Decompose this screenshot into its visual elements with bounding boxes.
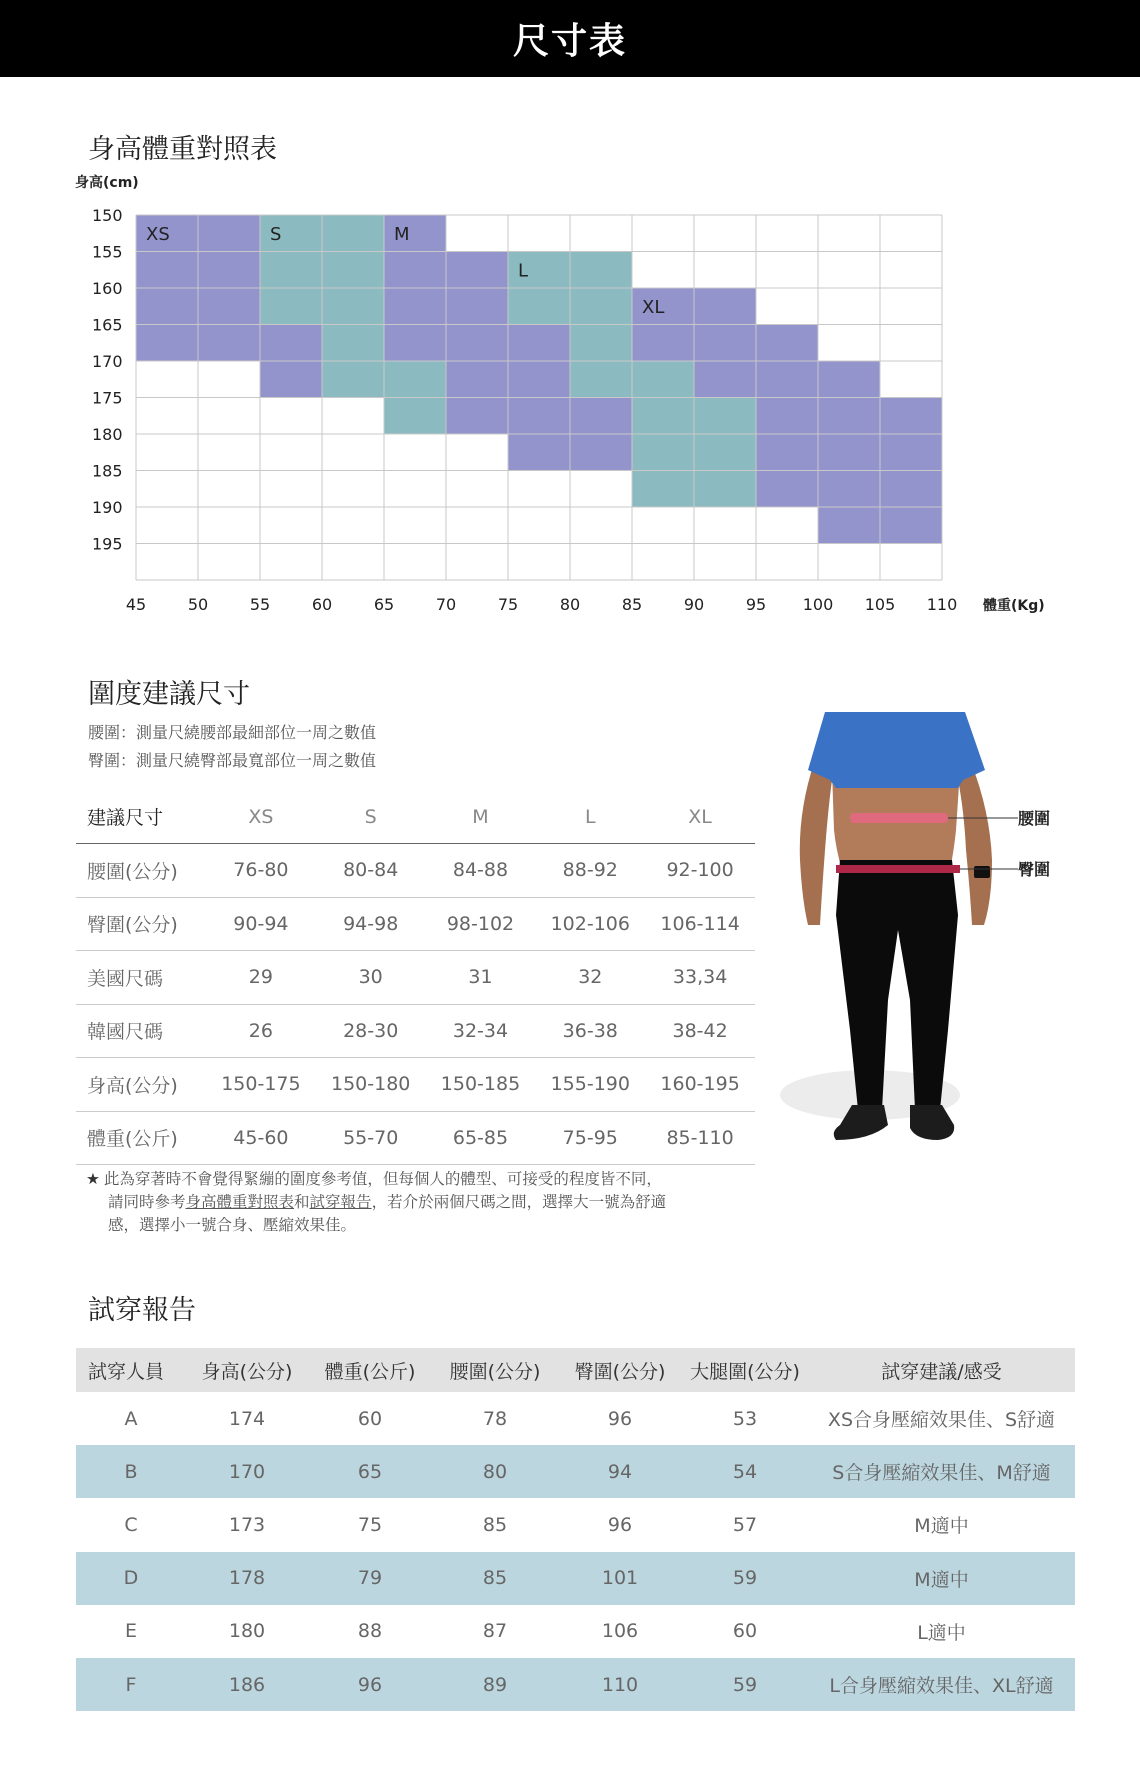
table-cell: 178 xyxy=(186,1552,308,1605)
table-cell: 106-114 xyxy=(645,897,755,951)
table-cell: 65-85 xyxy=(426,1111,536,1165)
size-cell xyxy=(260,325,322,362)
row-label: 體重(公斤) xyxy=(76,1111,206,1165)
size-cell xyxy=(384,288,446,325)
table-cell: 80-84 xyxy=(316,844,426,898)
size-cell xyxy=(198,252,260,289)
size-cell xyxy=(694,325,756,362)
note-line-3: 感，選擇小一號合身、壓縮效果佳。 xyxy=(108,1216,357,1234)
y-axis-label: 身高(cm) xyxy=(75,175,139,191)
table-cell: 80 xyxy=(432,1445,558,1498)
x-ticks xyxy=(126,595,957,614)
size-cell xyxy=(508,325,570,362)
row-label: 臀圍(公分) xyxy=(76,897,206,951)
waist-band xyxy=(850,813,948,823)
table-cell: 102-106 xyxy=(535,897,645,951)
size-cell xyxy=(570,361,632,398)
table-row xyxy=(76,1552,1075,1605)
size-label: M xyxy=(394,224,410,245)
table-cell: 98-102 xyxy=(426,897,536,951)
page-header xyxy=(0,0,1140,77)
size-cell xyxy=(756,325,818,362)
table-row xyxy=(76,1004,755,1058)
table-cell: 160-195 xyxy=(645,1058,755,1112)
table-cell: 55-70 xyxy=(316,1111,426,1165)
size-cell xyxy=(446,325,508,362)
size-cell xyxy=(880,434,942,471)
size-cell xyxy=(694,288,756,325)
x-tick-label: 85 xyxy=(621,595,643,614)
tester-id: C xyxy=(124,1513,138,1536)
table-cell: 29 xyxy=(206,951,316,1005)
header-cell: 身高(公分) xyxy=(186,1348,308,1392)
watch-icon xyxy=(974,866,990,878)
table-cell: 88 xyxy=(357,1620,383,1643)
table-cell: 60 xyxy=(732,1620,758,1643)
size-cell xyxy=(136,288,198,325)
x-tick-label: 65 xyxy=(373,595,395,614)
table-cell: 106 xyxy=(601,1620,639,1643)
size-cell xyxy=(694,434,756,471)
size-chart-title: 身高體重對照表 xyxy=(88,134,277,165)
y-tick-label: 185 xyxy=(92,461,123,481)
fit-comment: XS合身壓縮效果佳、S舒適 xyxy=(827,1409,1056,1432)
header-cell: 大腿圍(公分) xyxy=(682,1348,808,1392)
table-row xyxy=(76,1111,755,1165)
size-cell xyxy=(756,398,818,435)
shirt xyxy=(808,712,985,788)
size-cell xyxy=(136,252,198,289)
size-cell xyxy=(756,434,818,471)
waist-callout-label: 腰圍 xyxy=(1018,809,1051,828)
page-title: 尺寸表 xyxy=(512,21,627,62)
table-cell: 186 xyxy=(186,1658,308,1711)
table-cell: 87 xyxy=(482,1620,508,1643)
table-cell: 75 xyxy=(357,1513,383,1536)
header-cell: 試穿建議/感受 xyxy=(808,1348,1075,1392)
size-cell xyxy=(446,361,508,398)
circumference-title: 圍度建議尺寸 xyxy=(88,679,250,710)
size-recommendation-table xyxy=(76,790,755,1165)
table-row xyxy=(76,1605,1075,1658)
size-cell xyxy=(446,288,508,325)
table-cell: 94-98 xyxy=(316,897,426,951)
size-cell xyxy=(322,215,384,252)
size-label: S xyxy=(270,224,282,245)
header-cell: XS xyxy=(206,790,316,844)
table-row xyxy=(76,1498,1075,1551)
right-shoe xyxy=(910,1105,954,1140)
table-cell: 96 xyxy=(607,1407,633,1430)
size-cell xyxy=(694,398,756,435)
x-tick-label: 50 xyxy=(187,595,209,614)
report-title: 試穿報告 xyxy=(88,1295,196,1326)
table-row xyxy=(76,844,755,898)
row-label: 身高(公分) xyxy=(76,1058,206,1112)
table-cell: 88-92 xyxy=(535,844,645,898)
table-cell: 101 xyxy=(558,1552,682,1605)
size-cell xyxy=(756,471,818,508)
table-cell: 32 xyxy=(535,951,645,1005)
table-cell: 85 xyxy=(432,1552,558,1605)
table-cell: 173 xyxy=(228,1513,266,1536)
table-row xyxy=(76,1445,1075,1498)
size-cell xyxy=(136,325,198,362)
size-cell xyxy=(880,398,942,435)
y-tick-label: 180 xyxy=(92,425,123,444)
x-tick-label: 70 xyxy=(435,595,457,614)
table-cell: 90-94 xyxy=(206,897,316,951)
size-cell xyxy=(322,361,384,398)
header-cell: 建議尺寸 xyxy=(76,790,206,844)
table-cell: 53 xyxy=(732,1407,758,1430)
size-cell xyxy=(260,252,322,289)
y-tick-label: 155 xyxy=(92,242,123,262)
table-cell: 28-30 xyxy=(316,1004,426,1058)
note-line-1: ★ 此為穿著時不會覺得緊繃的圍度參考值，但每個人的體型、可接受的程度皆不同， xyxy=(86,1170,662,1188)
fitting-report-table xyxy=(76,1348,1075,1711)
size-cell xyxy=(384,398,446,435)
size-cell xyxy=(632,398,694,435)
fit-comment: L適中 xyxy=(917,1621,966,1644)
x-tick-label: 110 xyxy=(926,595,958,614)
table-cell: 84-88 xyxy=(426,844,536,898)
table-cell: 60 xyxy=(357,1407,383,1430)
x-tick-label: 80 xyxy=(559,595,581,614)
x-tick-label: 45 xyxy=(125,595,147,614)
table-cell: 174 xyxy=(228,1407,266,1430)
size-cell xyxy=(818,507,880,544)
size-cell xyxy=(570,398,632,435)
size-cell xyxy=(818,434,880,471)
hip-description: 臀圍：測量尺繞臀部最寬部位一周之數值 xyxy=(88,751,377,770)
y-tick-label: 160 xyxy=(92,279,123,298)
table-cell: 59 xyxy=(682,1552,808,1605)
table-cell: 26 xyxy=(206,1004,316,1058)
hip-band xyxy=(836,865,960,873)
fit-comment: S合身壓縮效果佳、M舒適 xyxy=(808,1445,1075,1498)
table-cell: 38-42 xyxy=(645,1004,755,1058)
size-cell xyxy=(570,434,632,471)
x-tick-label: 55 xyxy=(249,595,271,614)
table-cell: 75-95 xyxy=(535,1111,645,1165)
size-cell xyxy=(508,398,570,435)
size-cell xyxy=(384,252,446,289)
header-cell: 體重(公斤) xyxy=(308,1348,432,1392)
size-cell xyxy=(818,471,880,508)
table-cell: 76-80 xyxy=(206,844,316,898)
table-row xyxy=(76,897,755,951)
x-tick-label: 95 xyxy=(745,595,767,614)
size-cell xyxy=(818,398,880,435)
row-label: 腰圍(公分) xyxy=(76,844,206,898)
table-cell: 79 xyxy=(308,1552,432,1605)
tester-id: D xyxy=(76,1552,186,1605)
size-cell xyxy=(260,288,322,325)
hip-callout-label: 臀圍 xyxy=(1018,860,1051,879)
table-cell: 32-34 xyxy=(426,1004,536,1058)
size-cell xyxy=(446,252,508,289)
x-tick-label: 100 xyxy=(802,595,834,614)
fitting-report-link[interactable]: 試穿報告 xyxy=(309,1193,372,1211)
size-cell xyxy=(322,288,384,325)
table-cell: 33,34 xyxy=(645,951,755,1005)
table-cell: 94 xyxy=(558,1445,682,1498)
size-chart-svg xyxy=(0,170,1140,630)
size-cell xyxy=(322,325,384,362)
fit-note xyxy=(86,1168,746,1237)
table-cell: 36-38 xyxy=(535,1004,645,1058)
header-cell: XL xyxy=(645,790,755,844)
table-row xyxy=(76,1658,1075,1711)
size-cell xyxy=(880,471,942,508)
size-cell xyxy=(694,361,756,398)
table-cell: 31 xyxy=(426,951,536,1005)
y-tick-label: 150 xyxy=(92,206,123,225)
table-cell: 92-100 xyxy=(645,844,755,898)
header-cell: M xyxy=(426,790,536,844)
header-cell: 試穿人員 xyxy=(76,1348,186,1392)
header-cell: 腰圍(公分) xyxy=(432,1348,558,1392)
table-cell: 96 xyxy=(308,1658,432,1711)
x-axis-label: 體重(Kg) xyxy=(983,598,1045,614)
size-cell xyxy=(570,252,632,289)
size-cell xyxy=(260,361,322,398)
table-cell: 155-190 xyxy=(535,1058,645,1112)
table-cell: 150-175 xyxy=(206,1058,316,1112)
table-cell: 78 xyxy=(482,1407,508,1430)
size-cell xyxy=(570,325,632,362)
size-cell xyxy=(756,361,818,398)
cells-layer xyxy=(136,215,942,544)
size-cell xyxy=(384,361,446,398)
y-tick-label: 170 xyxy=(92,352,123,371)
table-cell: 150-180 xyxy=(316,1058,426,1112)
x-tick-label: 75 xyxy=(497,595,519,614)
header-cell: L xyxy=(535,790,645,844)
header-cell: S xyxy=(316,790,426,844)
header-cell: 臀圍(公分) xyxy=(558,1348,682,1392)
table-cell: 65 xyxy=(308,1445,432,1498)
table-cell: 59 xyxy=(682,1658,808,1711)
left-arm xyxy=(800,760,832,925)
size-label: L xyxy=(518,260,529,282)
table-cell: 85-110 xyxy=(645,1111,755,1165)
size-cell xyxy=(508,361,570,398)
table-cell: 57 xyxy=(732,1513,758,1536)
fit-comment: M適中 xyxy=(914,1515,969,1538)
table-row xyxy=(76,1392,1075,1445)
size-chart-link[interactable]: 身高體重對照表 xyxy=(185,1193,295,1211)
size-cell xyxy=(632,471,694,508)
size-cell xyxy=(384,325,446,362)
size-cell xyxy=(198,325,260,362)
table-cell: 96 xyxy=(607,1513,633,1536)
table-cell: 30 xyxy=(316,951,426,1005)
table-row xyxy=(76,951,755,1005)
table-cell: 89 xyxy=(432,1658,558,1711)
size-label: XS xyxy=(146,224,170,245)
size-cell xyxy=(632,361,694,398)
star-icon: ★ xyxy=(86,1170,100,1188)
size-cell xyxy=(322,252,384,289)
table-cell: 170 xyxy=(186,1445,308,1498)
table-cell: 110 xyxy=(558,1658,682,1711)
x-tick-label: 60 xyxy=(311,595,333,614)
table-header-row xyxy=(76,790,755,844)
size-cell xyxy=(198,215,260,252)
x-tick-label: 90 xyxy=(683,595,705,614)
fit-comment: L合身壓縮效果佳、XL舒適 xyxy=(808,1658,1075,1711)
model-figure xyxy=(770,700,1070,1180)
fit-comment: M適中 xyxy=(808,1552,1075,1605)
table-row xyxy=(76,1058,755,1112)
report-header-row xyxy=(76,1348,1075,1392)
tester-id: F xyxy=(76,1658,186,1711)
note-line-2: 請同時參考身高體重對照表和試穿報告，若介於兩個尺碼之間，選擇大一號為舒適 xyxy=(108,1193,667,1211)
row-label: 美國尺碼 xyxy=(76,951,206,1005)
right-arm xyxy=(958,760,992,925)
model-figure-icon xyxy=(770,700,1070,1180)
y-tick-label: 195 xyxy=(92,534,123,554)
size-cell xyxy=(818,361,880,398)
size-cell xyxy=(198,288,260,325)
size-label: XL xyxy=(642,297,665,318)
size-chart xyxy=(0,170,1140,630)
y-tick-label: 165 xyxy=(92,315,123,335)
y-tick-label: 190 xyxy=(92,498,123,517)
row-label: 韓國尺碼 xyxy=(76,1004,206,1058)
size-cell xyxy=(632,325,694,362)
table-cell: 45-60 xyxy=(206,1111,316,1165)
tester-id: B xyxy=(76,1445,186,1498)
table-cell: 54 xyxy=(682,1445,808,1498)
size-cell xyxy=(632,434,694,471)
waist-description: 腰圍：測量尺繞腰部最細部位一周之數值 xyxy=(88,723,377,742)
table-cell: 180 xyxy=(228,1620,266,1643)
y-ticks xyxy=(92,206,123,554)
table-cell: 85 xyxy=(482,1513,508,1536)
x-tick-label: 105 xyxy=(864,595,896,614)
size-cell xyxy=(570,288,632,325)
size-cell xyxy=(508,434,570,471)
size-cell xyxy=(880,507,942,544)
size-cell xyxy=(508,288,570,325)
tester-id: E xyxy=(124,1620,137,1643)
tester-id: A xyxy=(124,1407,138,1430)
y-tick-label: 175 xyxy=(92,388,123,408)
size-cell xyxy=(446,398,508,435)
size-cell xyxy=(694,471,756,508)
table-cell: 150-185 xyxy=(426,1058,536,1112)
